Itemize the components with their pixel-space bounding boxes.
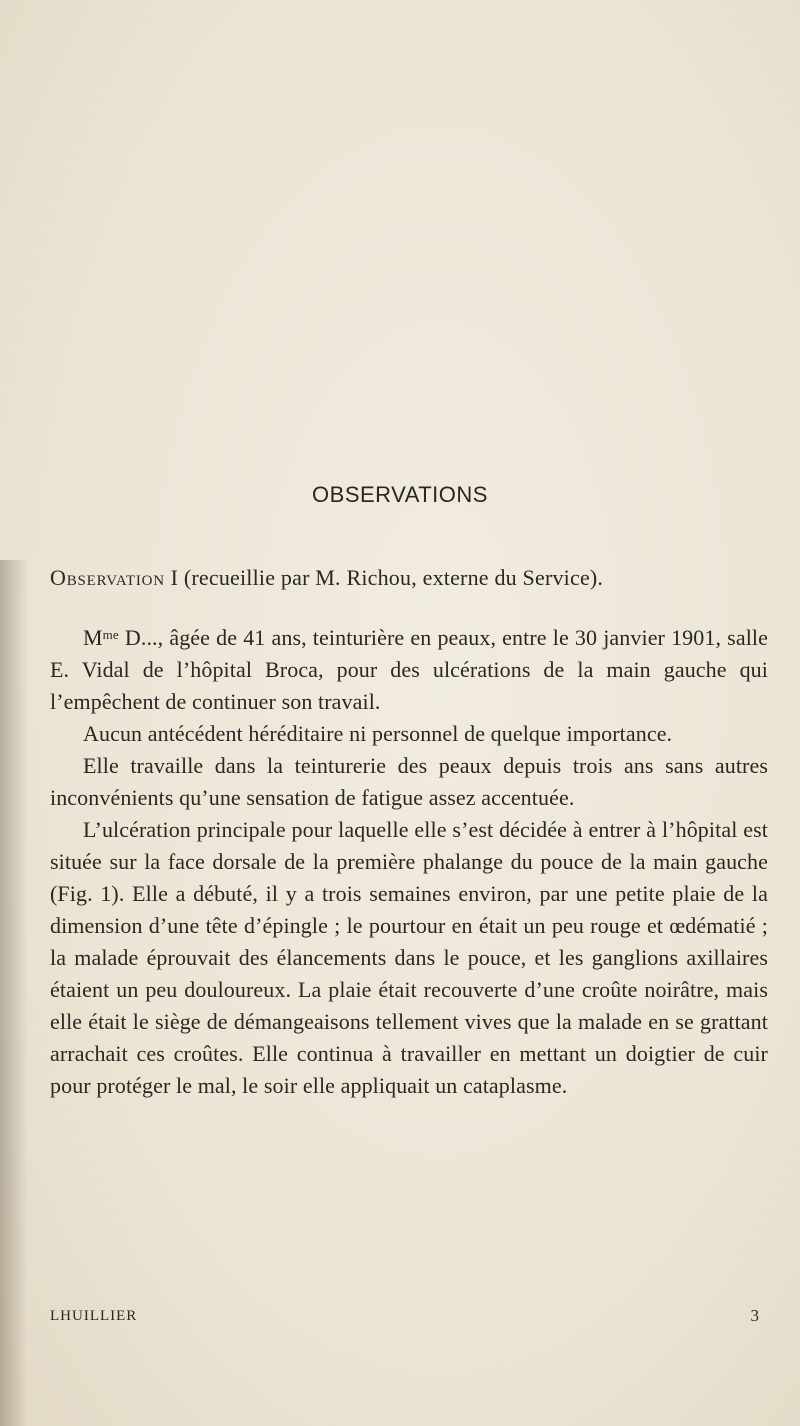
paragraph-admission: [50, 622, 768, 718]
page-number: 3: [750, 1306, 760, 1325]
paragraph-ulceration: L’ulcération principale pour laquelle elle s’est décidée à entrer à l’hôpital est située sur la face dorsale de la première phalange du pouce de la main gauche (Fig. 1). Elle a débuté, il y a trois semaines environ, par une petite plaie de la dimension d’une tête d’épingle ; le pourtour en était un peu rouge et œdématié ; la malade éprouvait des élancements dans le pouce, et les ganglions axillaires étaient un peu douloureux. La plaie était recouverte d’une croûte noirâtre, mais elle était le siège de démangeaisons tellement vives que la malade en se grattant arrachait ces croûtes. Elle continua à travailler en mettant un doigtier de cuir pour protéger le mal, le soir elle appliquait un cataplasme.: [50, 817, 768, 1098]
signature-mark: LHUILLIER: [50, 1308, 138, 1324]
observation-body: [50, 622, 768, 1102]
patient-title: M: [83, 625, 103, 650]
section-title: OBSERVATIONS: [312, 482, 488, 507]
observation-number: I: [170, 565, 179, 590]
paragraph-history: Aucun antécédent héréditaire ni personnel de quelque importance.: [83, 721, 673, 746]
observation-heading: [50, 565, 770, 591]
paragraph-admission-text: D..., âgée de 41 ans, teinturière en peaux, entre le 30 janvier 1901, salle E. Vidal de l’hôpital Broca, pour des ulcérations de la main gauche qui l’empêchent de continuer son travail.: [50, 625, 768, 714]
paragraph-work: Elle travaille dans la teinturerie des peaux depuis trois ans sans autres inconvénients qu’une sensation de fatigue assez accentuée.: [50, 753, 768, 810]
observation-label: Observation: [50, 565, 165, 590]
binding-shadow: [0, 560, 28, 1426]
patient-title-superscript: me: [102, 627, 119, 642]
observation-source: (recueillie par M. Richou, externe du Service).: [183, 565, 604, 590]
